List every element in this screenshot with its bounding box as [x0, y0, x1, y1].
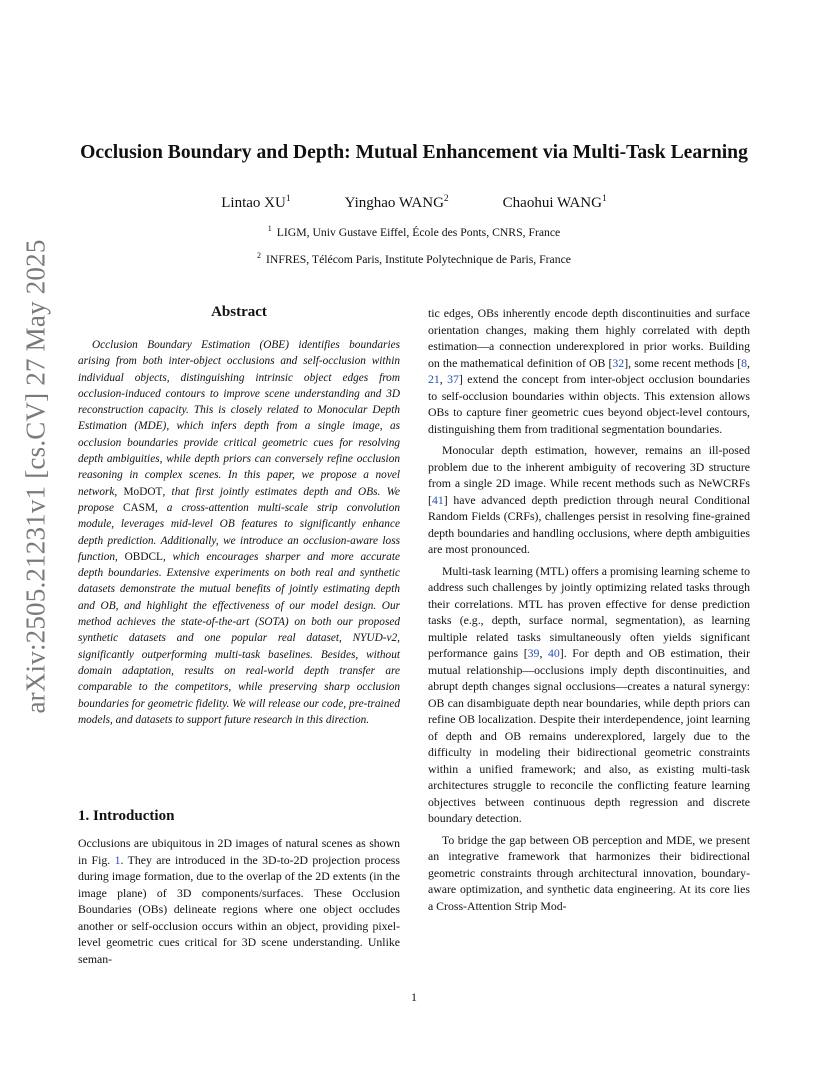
affiliation-mark: 1 [267, 224, 272, 233]
author [221, 194, 290, 212]
citation-link[interactable]: 32 [612, 355, 625, 370]
citation-separator: , [747, 355, 750, 370]
arxiv-identifier-stamp [14, 238, 58, 714]
body-text: tic edges, OBs inherently encode depth discontinuities and surface orientation changes, making them highly correlated with depth estimation—a connection underexplored in prior works. Building on the mathematical definition of OB [ [428, 306, 750, 370]
arxiv-identifier-text: arXiv:2505.21231v1 [cs.CV] 27 May 2025 [20, 238, 51, 714]
author-name: Chaohui WANG [502, 195, 602, 211]
loss-name: OBDCL [124, 550, 163, 563]
affiliation [0, 251, 828, 266]
affiliation-text: LIGM, Univ Gustave Eiffel, École des Ponts, CNRS, France [276, 225, 561, 239]
body-paragraph [428, 305, 750, 437]
abstract-text: , that first jointly estimates depth and OBs. We propose [78, 485, 400, 514]
body-text: ] extend the concept from inter-object occlusion boundaries to self-occlusion boundaries within objects. This extension allows OBs to capture finer geometric cues beyond object-level contours, distinguishing them from traditional segmentation boundaries. [428, 372, 750, 436]
intro-text: Occlusions are ubiquitous in 2D images of natural scenes as shown in Fig. [78, 836, 400, 867]
citation-link[interactable]: 41 [431, 492, 444, 507]
abstract-text: , a cross-attention multi-scale strip convolution module, leverages mid-level OB features to significantly enhance depth prediction. Additionally, we introduce an occlusion-aware loss function, [78, 501, 400, 563]
right-column [428, 305, 750, 919]
author [503, 194, 607, 212]
intro-paragraph [78, 835, 400, 967]
citation-separator: , [539, 646, 548, 660]
author-name: Lintao XU [221, 195, 286, 211]
body-paragraph [428, 563, 750, 827]
author [345, 194, 449, 212]
author-affil-mark: 2 [443, 194, 449, 204]
page-number: 1 [411, 990, 417, 1004]
citation-link[interactable]: 39 [527, 646, 540, 660]
abstract-body [78, 337, 400, 728]
body-text: ], some recent methods [ [624, 355, 742, 370]
intro-text: . They are introduced in the 3D-to-2D projection process during image formation, due to the overlap of the 2D extents (in the image plane) of 3D components/surfaces. These Occlusion Boundaries (OBs) delineate regions where one object occludes another or self-occlusion occurs within an object, providing pixel-level geometric cues critical for 3D scene understanding. Unlike seman- [78, 852, 400, 966]
author-list [0, 194, 828, 212]
citation-link[interactable]: 37 [447, 372, 459, 386]
section-heading-introduction: 1. Introduction [78, 808, 175, 824]
citation-link[interactable]: 40 [548, 646, 560, 660]
author-affil-mark: 1 [285, 194, 291, 204]
affiliation-text: INFRES, Télécom Paris, Institute Polytechnique de Paris, France [266, 252, 571, 266]
abstract-text: Occlusion Boundary Estimation (OBE) identifies boundaries arising from both inter-object occlusions and self-occlusion within individual objects, distinguishing intrinsic object edges from occlusion-induced contours to improve scene understanding and 3D reconstruction capacity. This is closely related to Monocular Depth Estimation (MDE), which infers depth from a single image, as occlusion boundaries provide critical geometric cues for resolving depth ambiguities, while depth priors can conversely refine occlusion reasoning in complex scenes. In this paper, we propose a novel network, [78, 339, 400, 498]
paper-title: Occlusion Boundary and Depth: Mutual Enhancement via Multi-Task Learning [80, 142, 748, 163]
body-text: Monocular depth estimation, however, remains an ill-posed problem due to the inherent ambiguity of recovering 3D structure from a single 2D image. While recent methods such as NeWCRFs [ [428, 443, 750, 507]
citation-link[interactable]: 21 [428, 372, 440, 386]
affiliation-mark: 2 [257, 251, 262, 260]
body-text: ]. For depth and OB estimation, their mutual relationship—occlusions imply depth discontinuities, and abrupt depth changes signal occlusions—creates a natural synergy: OB can disambiguate depth near boundaries, while depth priors can refine OB localization. Despite their interdependence, joint learning of depth and OB remains underexplored, largely due to the difficulty in modeling their bidirectional geometric constraints within a unified framework; and also, as existing multi-task architectures struggle to reconcile the conflicting feature learning objectives between continuous depth regression and discrete boundary detection. [428, 646, 750, 825]
abstract-text: , which encourages sharper and more accurate depth boundaries. Extensive experiments on both real and synthetic datasets demonstrate the mutual benefits of jointly estimating depth and OB, and highlight the effectiveness of our model design. Our method achieves the state-of-the-art (SOTA) on both our proposed synthetic datasets and one popular real dataset, NYUD-v2, significantly outperforming multi-task baselines. Besides, without domain adaptation, results on real-world depth transfer are comparable to the competitors, while preserving sharp occlusion boundaries for geometric fidelity. We will release our code, pre-trained models, and datasets to support future research in this direction. [78, 550, 400, 726]
citation-separator: , [439, 372, 448, 386]
body-paragraph [428, 442, 750, 558]
body-paragraph [428, 832, 750, 915]
figure-reference-link[interactable]: 1 [114, 852, 121, 867]
module-name: CASM [122, 501, 155, 514]
model-name: MoDOT [123, 485, 163, 498]
affiliation [0, 224, 828, 239]
body-text: To bridge the gap between OB perception and MDE, we present an integrative framework that harmonizes their bidirectional geometric constraints through architectural innovation, boundary-aware optimization, and synthetic data engineering. At its core lies a Cross-Attention Strip Mod- [428, 832, 750, 913]
body-text: ] have advanced depth prediction through neural Conditional Random Fields (CRFs), challenges persist in resolving fine-grained depth boundaries and handling occlusions, where depth ambiguities are most pronounced. [428, 492, 750, 556]
body-text: Multi-task learning (MTL) offers a promising learning scheme to address such challenges by jointly optimizing related tasks through their correlations. MTL has proven effective for dense prediction tasks (e.g., depth, surface normal, segmentation), as learning multiple related tasks simultaneously often yields significant performance gains [ [428, 563, 750, 660]
author-affil-mark: 1 [601, 194, 607, 204]
citation-link[interactable]: 8 [741, 355, 748, 370]
abstract-heading: Abstract [211, 304, 267, 320]
author-name: Yinghao WANG [344, 195, 444, 211]
